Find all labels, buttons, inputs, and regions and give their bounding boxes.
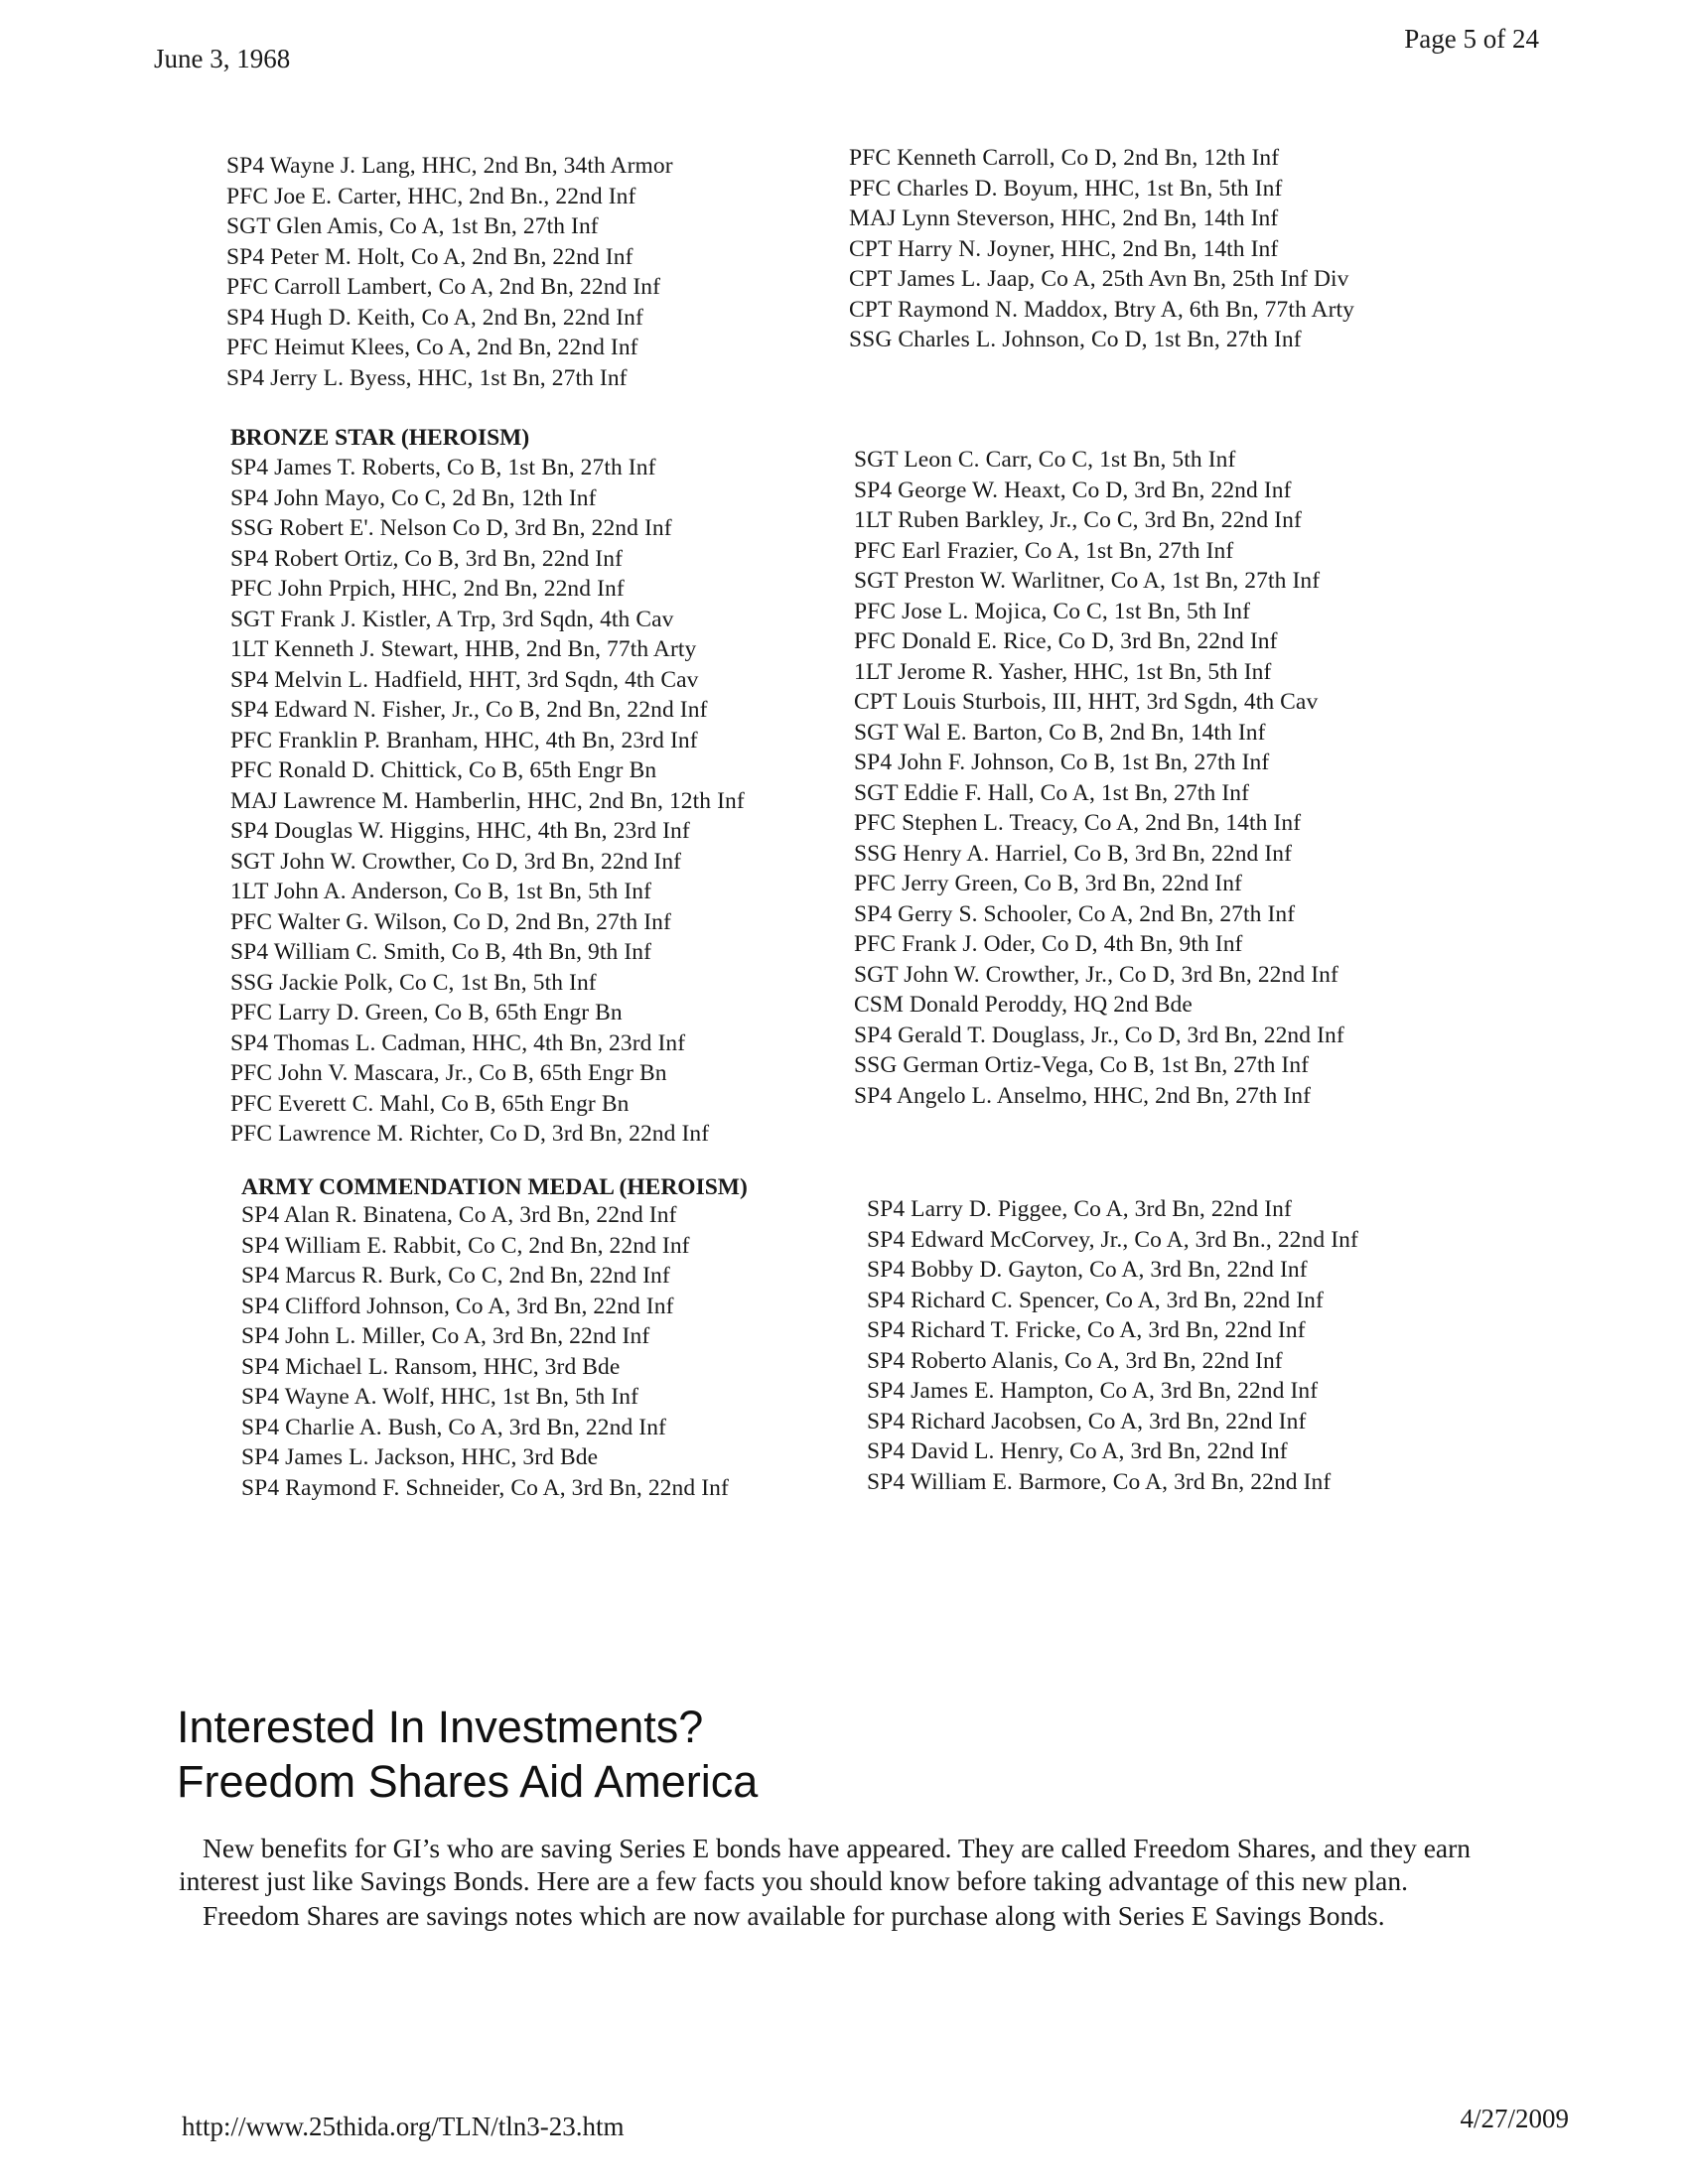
award-recipient-entry: SGT Leon C. Carr, Co C, 1st Bn, 5th Inf (854, 447, 1236, 473)
award-recipient-entry: SP4 James T. Roberts, Co B, 1st Bn, 27th Inf (230, 455, 656, 480)
award-recipient-entry: SP4 Larry D. Piggee, Co A, 3rd Bn, 22nd Inf (867, 1196, 1292, 1222)
award-recipient-entry: SP4 Charlie A. Bush, Co A, 3rd Bn, 22nd Inf (241, 1414, 666, 1440)
award-recipient-entry: PFC John V. Mascara, Jr., Co B, 65th Engr Bn (230, 1060, 667, 1086)
award-recipient-entry: SSG Jackie Polk, Co C, 1st Bn, 5th Inf (230, 969, 597, 996)
award-recipient-entry: SP4 John L. Miller, Co A, 3rd Bn, 22nd Inf (241, 1323, 650, 1349)
article-title (177, 1700, 758, 1809)
award-recipient-entry: SP4 Edward McCorvey, Jr., Co A, 3rd Bn., 22nd Inf (867, 1226, 1358, 1253)
award-recipient-entry: PFC Everett C. Mahl, Co B, 65th Engr Bn (230, 1090, 630, 1117)
award-recipient-entry: CPT Louis Sturbois, III, HHT, 3rd Sgdn, 4th Cav (854, 689, 1319, 715)
award-recipient-entry: PFC Franklin P. Branham, HHC, 4th Bn, 23rd Inf (230, 727, 698, 753)
award-recipient-entry: PFC Joe E. Carter, HHC, 2nd Bn., 22nd Inf (226, 183, 636, 209)
award-recipient-entry: 1LT Ruben Barkley, Jr., Co C, 3rd Bn, 22nd Inf (854, 507, 1302, 533)
footer-url: http://www.25thida.org/TLN/tln3-23.htm (182, 2112, 625, 2141)
army-commendation-right-column (867, 1194, 1358, 1497)
award-recipient-entry: SGT Preston W. Warlitner, Co A, 1st Bn, 27th Inf (854, 568, 1321, 594)
award-recipient-entry: MAJ Lawrence M. Hamberlin, HHC, 2nd Bn, 12th Inf (230, 787, 745, 814)
footer-date: 4/27/2009 (1460, 2104, 1569, 2133)
award-recipient-entry: SSG Charles L. Johnson, Co D, 1st Bn, 27th Inf (849, 327, 1302, 352)
bronze-star-heading: BRONZE STAR (HEROISM) (230, 425, 530, 451)
award-recipient-entry: SP4 Melvin L. Hadfield, HHT, 3rd Sqdn, 4th Cav (230, 666, 699, 693)
award-recipient-entry: PFC Donald E. Rice, Co D, 3rd Bn, 22nd Inf (854, 628, 1278, 654)
award-recipient-entry: SGT John W. Crowther, Jr., Co D, 3rd Bn, 22nd Inf (854, 961, 1338, 988)
award-recipient-entry: CPT Raymond N. Maddox, Btry A, 6th Bn, 77th Arty (849, 296, 1354, 323)
award-recipient-entry: PFC Heimut Klees, Co A, 2nd Bn, 22nd Inf (226, 335, 638, 360)
award-recipient-entry: SP4 William E. Rabbit, Co C, 2nd Bn, 22nd Inf (241, 1232, 690, 1259)
award-recipient-entry: SP4 Roberto Alanis, Co A, 3rd Bn, 22nd Inf (867, 1347, 1283, 1374)
award-recipient-entry: SP4 Bobby D. Gayton, Co A, 3rd Bn, 22nd Inf (867, 1257, 1308, 1283)
award-recipient-entry: SP4 Edward N. Fisher, Jr., Co B, 2nd Bn, 22nd Inf (230, 697, 708, 723)
award-recipient-entry: SSG Robert E'. Nelson Co D, 3rd Bn, 22nd Inf (230, 515, 672, 541)
award-recipient-entry: SP4 Raymond F. Schneider, Co A, 3rd Bn, 22nd Inf (241, 1474, 729, 1501)
award-recipient-entry: SP4 Richard T. Fricke, Co A, 3rd Bn, 22nd Inf (867, 1317, 1306, 1343)
article-title-line-1: Interested In Investments? (177, 1702, 704, 1752)
award-recipient-entry: SP4 William C. Smith, Co B, 4th Bn, 9th Inf (230, 939, 652, 965)
award-recipient-entry: SP4 Peter M. Holt, Co A, 2nd Bn, 22nd Inf (226, 243, 633, 270)
army-commendation-heading: ARMY COMMENDATION MEDAL (HEROISM) (241, 1174, 748, 1200)
award-recipient-entry: SP4 James L. Jackson, HHC, 3rd Bde (241, 1444, 599, 1470)
award-recipient-entry: SP4 George W. Heaxt, Co D, 3rd Bn, 22nd Inf (854, 477, 1292, 503)
awards-continued-right-column (849, 143, 1354, 355)
award-recipient-entry: SP4 William E. Barmore, Co A, 3rd Bn, 22nd Inf (867, 1468, 1332, 1495)
award-recipient-entry: SP4 John Mayo, Co C, 2d Bn, 12th Inf (230, 484, 597, 511)
award-recipient-entry: PFC Larry D. Green, Co B, 65th Engr Bn (230, 1000, 623, 1025)
award-recipient-entry: PFC Stephen L. Treacy, Co A, 2nd Bn, 14th Inf (854, 810, 1302, 836)
award-recipient-entry: SP4 Douglas W. Higgins, HHC, 4th Bn, 23rd Inf (230, 818, 690, 844)
page-date: June 3, 1968 (154, 44, 291, 73)
award-recipient-entry: 1LT Jerome R. Yasher, HHC, 1st Bn, 5th Inf (854, 658, 1272, 685)
award-recipient-entry: SP4 James E. Hampton, Co A, 3rd Bn, 22nd Inf (867, 1378, 1319, 1404)
award-recipient-entry: SP4 Wayne A. Wolf, HHC, 1st Bn, 5th Inf (241, 1384, 639, 1410)
award-recipient-entry: SP4 John F. Johnson, Co B, 1st Bn, 27th Inf (854, 750, 1270, 775)
award-recipient-entry: CSM Donald Peroddy, HQ 2nd Bde (854, 992, 1193, 1018)
award-recipient-entry: SP4 Thomas L. Cadman, HHC, 4th Bn, 23rd Inf (230, 1029, 686, 1056)
award-recipient-entry: CPT Harry N. Joyner, HHC, 2nd Bn, 14th Inf (849, 235, 1279, 262)
award-recipient-entry: PFC Carroll Lambert, Co A, 2nd Bn, 22nd Inf (226, 274, 661, 300)
award-recipient-entry: SGT Glen Amis, Co A, 1st Bn, 27th Inf (226, 213, 599, 239)
award-recipient-entry: SGT John W. Crowther, Co D, 3rd Bn, 22nd Inf (230, 848, 682, 875)
article-paragraph-1: New benefits for GI’s who are saving Series E bonds have appeared. They are called Freedom Shares, and they earn interest just like Savings Bonds. Here are a few facts you should know before taking advantage of this new plan. (179, 1833, 1472, 1896)
award-recipient-entry: PFC Jose L. Mojica, Co C, 1st Bn, 5th Inf (854, 598, 1251, 624)
award-recipient-entry: SP4 Wayne J. Lang, HHC, 2nd Bn, 34th Armor (226, 153, 673, 179)
award-recipient-entry: PFC Frank J. Oder, Co D, 4th Bn, 9th Inf (854, 931, 1243, 957)
award-recipient-entry: PFC Lawrence M. Richter, Co D, 3rd Bn, 22nd Inf (230, 1121, 710, 1147)
page-number: Page 5 of 24 (1404, 24, 1539, 54)
award-recipient-entry: 1LT Kenneth J. Stewart, HHB, 2nd Bn, 77th Arty (230, 636, 697, 662)
award-recipient-entry: PFC Walter G. Wilson, Co D, 2nd Bn, 27th Inf (230, 908, 671, 935)
award-recipient-entry: SP4 Jerry L. Byess, HHC, 1st Bn, 27th Inf (226, 364, 628, 391)
awards-continued-left-column (226, 151, 673, 393)
army-commendation-left-column (241, 1200, 729, 1503)
bronze-star-left-column (230, 453, 745, 1150)
award-recipient-entry: SP4 Richard C. Spencer, Co A, 3rd Bn, 22nd Inf (867, 1287, 1324, 1313)
award-recipient-entry: PFC Ronald D. Chittick, Co B, 65th Engr Bn (230, 757, 657, 783)
article-paragraph-2: Freedom Shares are savings notes which are now available for purchase along with Series E Savings Bonds. (203, 1900, 1385, 1931)
article-body (179, 1832, 1549, 1934)
award-recipient-entry: SP4 Angelo L. Anselmo, HHC, 2nd Bn, 27th Inf (854, 1082, 1312, 1109)
award-recipient-entry: SP4 Gerry S. Schooler, Co A, 2nd Bn, 27th Inf (854, 900, 1296, 927)
award-recipient-entry: PFC Earl Frazier, Co A, 1st Bn, 27th Inf (854, 537, 1234, 564)
award-recipient-entry: SP4 Richard Jacobsen, Co A, 3rd Bn, 22nd Inf (867, 1408, 1307, 1434)
award-recipient-entry: SP4 Gerald T. Douglass, Jr., Co D, 3rd Bn, 22nd Inf (854, 1022, 1344, 1048)
award-recipient-entry: PFC Jerry Green, Co B, 3rd Bn, 22nd Inf (854, 871, 1242, 896)
award-recipient-entry: SGT Eddie F. Hall, Co A, 1st Bn, 27th Inf (854, 779, 1250, 806)
award-recipient-entry: SP4 Hugh D. Keith, Co A, 2nd Bn, 22nd Inf (226, 304, 643, 331)
award-recipient-entry: SSG Henry A. Harriel, Co B, 3rd Bn, 22nd Inf (854, 840, 1293, 867)
award-recipient-entry: 1LT John A. Anderson, Co B, 1st Bn, 5th Inf (230, 879, 652, 904)
award-recipient-entry: SP4 Alan R. Binatena, Co A, 3rd Bn, 22nd Inf (241, 1202, 677, 1228)
award-recipient-entry: SP4 Clifford Johnson, Co A, 3rd Bn, 22nd Inf (241, 1293, 674, 1319)
award-recipient-entry: SP4 Marcus R. Burk, Co C, 2nd Bn, 22nd Inf (241, 1263, 670, 1289)
award-recipient-entry: SGT Wal E. Barton, Co B, 2nd Bn, 14th Inf (854, 719, 1266, 746)
award-recipient-entry: MAJ Lynn Steverson, HHC, 2nd Bn, 14th Inf (849, 205, 1279, 231)
award-recipient-entry: SP4 Robert Ortiz, Co B, 3rd Bn, 22nd Inf (230, 545, 624, 572)
award-recipient-entry: SSG German Ortiz-Vega, Co B, 1st Bn, 27th Inf (854, 1052, 1310, 1078)
article-title-line-2: Freedom Shares Aid America (177, 1756, 759, 1807)
bronze-star-right-column (854, 445, 1344, 1111)
award-recipient-entry: PFC Kenneth Carroll, Co D, 2nd Bn, 12th Inf (849, 145, 1280, 171)
award-recipient-entry: SGT Frank J. Kistler, A Trp, 3rd Sqdn, 4th Cav (230, 606, 674, 632)
award-recipient-entry: PFC John Prpich, HHC, 2nd Bn, 22nd Inf (230, 576, 625, 602)
award-recipient-entry: SP4 Michael L. Ransom, HHC, 3rd Bde (241, 1353, 621, 1380)
award-recipient-entry: CPT James L. Jaap, Co A, 25th Avn Bn, 25th Inf Div (849, 266, 1349, 292)
award-recipient-entry: PFC Charles D. Boyum, HHC, 1st Bn, 5th Inf (849, 175, 1283, 202)
award-recipient-entry: SP4 David L. Henry, Co A, 3rd Bn, 22nd Inf (867, 1438, 1288, 1464)
